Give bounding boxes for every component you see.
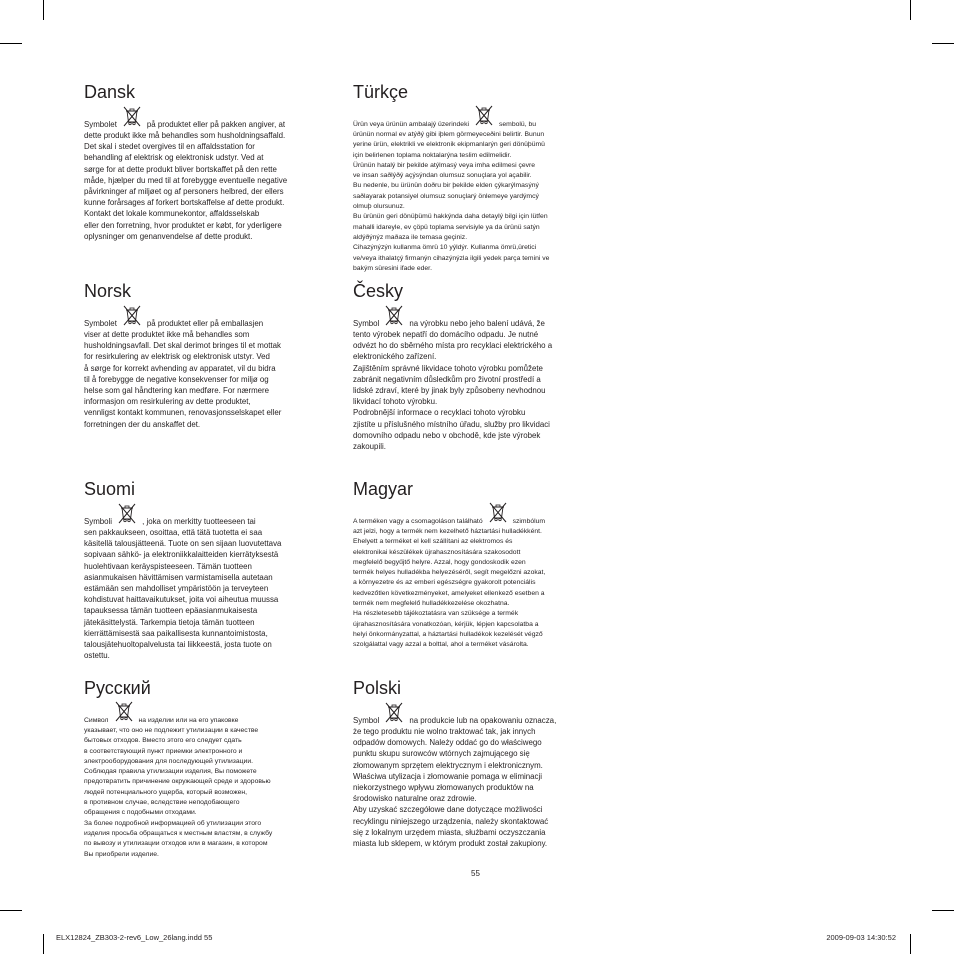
body-line: miasta lub sklepem, w którym produkt został zakupiony.	[353, 839, 548, 849]
body-line: Podrobnější informace o recyklaci tohoto výrobku	[353, 408, 526, 418]
body-line: eller den forretning, hvor produktet er købt, for yderligere	[84, 220, 282, 230]
body-line: estämään sen mahdolliset ympäristöön ja terveyteen	[84, 584, 269, 594]
text-before-symbol: Symboli	[84, 516, 113, 526]
section-magyar	[353, 478, 605, 651]
body-line: szolgálattal vagy azzal a bolttal, ahol a terméket vásárolta.	[353, 641, 529, 649]
section-cesky	[353, 280, 605, 452]
body-line: kunne forårsages af forkert bortskaffelse af dette produkt.	[84, 198, 285, 208]
body-line: asianmukaisen hävittämisen varmistamisella autetaan	[84, 572, 273, 582]
section-norsk	[84, 280, 336, 430]
first-line	[353, 507, 605, 527]
body-line: påvirkninger af miljøet og af personers helbred, der ellers	[84, 187, 284, 197]
body-line: sopivaan sähkö- ja elektroniikkalaitteiden kierrätyksestä	[84, 550, 279, 560]
body-line: lidské zdraví, které by jinak byly způsobeny nevhodnou	[353, 386, 546, 396]
body-line: niekorzystnego wpływu złomowanych produktów na	[353, 783, 534, 793]
body-line: olmuþ olursunuz.	[353, 203, 405, 211]
body-line: å sørge for korrekt avhending av apparatet, vil du bidra	[84, 363, 276, 373]
body-line: изделия просьба обращаться к местным властям, в службу	[84, 829, 273, 837]
crossed-bin-icon	[487, 501, 509, 527]
body-line: aldýðýnýz maðaza ile temasa geçiniz.	[353, 233, 468, 241]
body-line: Bu ürünün geri dönüþümü hakkýnda daha detaylý bilgi için lütfen	[353, 213, 548, 221]
text-before-symbol: Символ	[84, 716, 109, 724]
body-line: tapauksessa tämän tuotteen epäasianmukaisesta	[84, 606, 258, 616]
crossed-bin-icon	[121, 304, 143, 329]
text-after-symbol: на изделии или на его упаковке	[138, 716, 239, 724]
section-body	[84, 309, 336, 430]
first-line	[84, 706, 336, 726]
body-line: termék helyes hulladékba helyezéséről, segít megelőzni azokat,	[353, 569, 546, 577]
text-before-symbol: A terméken vagy a csomagoláson található	[353, 517, 483, 525]
section-body	[84, 110, 336, 242]
crop-mark	[43, 934, 44, 954]
section-suomi	[84, 478, 336, 661]
first-line	[84, 110, 336, 130]
footer-timestamp: 2009-09-03 14:30:52	[826, 933, 896, 942]
body-line: likvidací tohoto výrobku.	[353, 397, 438, 407]
body-line: til å forebygge de negative konsekvenser for miljø og	[84, 374, 269, 384]
body-line: бытовых отходов. Вместо этого его следует сдать	[84, 737, 242, 745]
body-line: ostettu.	[84, 651, 110, 661]
crossed-bin-icon	[383, 304, 405, 329]
body-line: odvézt ho do sběrného místa pro recyklaci elektrického a	[353, 341, 553, 351]
section-polski	[353, 677, 605, 849]
section-body	[353, 706, 605, 849]
crop-mark	[932, 910, 954, 911]
first-line	[353, 706, 605, 726]
body-line: helse som gal håndtering kan medføre. For nærmere	[84, 386, 270, 396]
body-line: sen pakkaukseen, osoittaa, että tätä tuotetta ei saa	[84, 528, 263, 537]
section-body	[353, 507, 605, 651]
crossed-bin-icon	[113, 700, 135, 726]
body-line: oplysninger om genanvendelse af dette produkt.	[84, 231, 253, 241]
body-line: że tego produktu nie wolno traktować tak, jak innych	[353, 727, 536, 736]
section-title: Русский	[84, 678, 151, 698]
body-line: обращения с подобными отходами.	[84, 809, 197, 817]
body-line: domovního odpadu nebo v obchodě, kde jste výrobek	[353, 430, 541, 440]
body-line: Kontakt det lokale kommunekontor, affaldsselskab	[84, 209, 260, 219]
body-line: viser at dette produktet ikke må behandles som	[84, 330, 250, 339]
body-line: электрооборудования для последующей утилизации.	[84, 757, 254, 765]
body-line: megfelelő begyűjtő helyre. Azzal, hogy gondoskodik ezen	[353, 558, 526, 566]
section-title: Dansk	[84, 82, 136, 102]
body-line: Zajištěním správné likvidace tohoto výrobku pomůžete	[353, 363, 543, 373]
body-line: предотвратить причинение окружающей среде и здоровью	[84, 778, 271, 786]
body-line: måde, hjælper du med til at forebygge eventuelle negative	[84, 175, 288, 185]
crossed-bin-icon	[116, 502, 138, 527]
body-line: по вывозу и утилизации отходов или в магазин, в котором	[84, 840, 268, 848]
body-line: helyi önkormányzattal, a háztartási hulladékok kezelését végző	[353, 630, 543, 638]
body-line: recyklingu niniejszego urządzenia, należy skontaktować	[353, 816, 549, 826]
body-line: kohdistuvat haittavaikutukset, joita voi aiheutua muussa	[84, 595, 279, 605]
body-line: się z lokalnym urzędem miasta, służbami oczyszczania	[353, 827, 546, 837]
text-before-symbol: Symbol	[353, 715, 380, 725]
body-line: Cihazýnýzýn kullanma ömrü 10 yýldýr. Kullanma ömrü,üretici	[353, 244, 537, 252]
text-before-symbol: Symbolet	[84, 119, 117, 129]
body-line: mahalli idareyle, ev çöpü toplama servisiyle ya da ürünü satýn	[353, 223, 540, 231]
crop-mark	[0, 43, 22, 44]
footer-file-info: ELX12824_ZB303-2-rev6_Low_26lang.indd 55	[56, 933, 213, 942]
body-line: käsitellä talousjätteenä. Tuote on sen sijaan luovutettava	[84, 539, 282, 549]
body-line: zjistíte u příslušného místního úřadu, služby pro likvidaci	[353, 419, 550, 429]
body-line: termék nem megfelelő hulladékkezelése okozhatna.	[353, 600, 510, 608]
text-after-symbol: na výrobku nebo jeho balení udává, že	[409, 318, 545, 328]
body-line: zabránit negativním důsledkům pro životní prostředí a	[353, 374, 541, 384]
section-title: Suomi	[84, 479, 136, 499]
body-line: в соответствующий пункт приемки электронного и	[84, 747, 243, 755]
body-line: Aby uzyskać szczegółowe dane dotyczące możliwości	[353, 805, 543, 815]
section-body	[353, 309, 605, 452]
text-before-symbol: Symbol	[353, 318, 380, 328]
body-line: vennligst kontakt kommunen, renovasjonsselskapet eller	[84, 408, 282, 418]
body-line: için belirlenen toplama noktalarýna teslim edilmelidir.	[353, 151, 512, 159]
body-line: odpadów domowych. Należy oddać go do właściwego	[353, 738, 542, 748]
body-line: kedvezőtlen következményeket, amelyeket ellenkező esetben a	[353, 589, 545, 597]
section-body	[353, 110, 605, 274]
text-after-symbol: szimbólum	[512, 517, 546, 525]
section-turkce	[353, 81, 605, 274]
body-line: ürünün normal ev atýðý gibi iþlem görmeyeceðini belirtir. Bunun	[353, 131, 545, 138]
body-line: huolehtivaan keräyspisteeseen. Tämän tuotteen	[84, 561, 252, 571]
section-body	[84, 507, 336, 661]
section-russian	[84, 677, 336, 860]
section-title: Polski	[353, 678, 402, 698]
body-line: Ha részletesebb tájékoztatásra van szüksége a termék	[353, 610, 519, 618]
first-line	[353, 309, 605, 329]
body-line: Det skal i stedet overgives til en affaldsstation for	[84, 142, 255, 152]
body-line: punktu skupu surowców wtórnych zajmującego się	[353, 749, 530, 759]
body-line: Bu nedenle, bu ürünün doðru bir þekilde elden çýkarýlmasýný	[353, 182, 539, 190]
body-line: Соблюдая правила утилизации изделия, Вы поможете	[84, 768, 257, 776]
first-line	[353, 110, 605, 130]
body-line: talousjätehuoltopalvelusta tai liikkeestä, josta tuote on	[84, 640, 272, 650]
body-line: людей потенциального ущерба, который возможен,	[84, 788, 248, 796]
crossed-bin-icon	[383, 701, 405, 726]
text-after-symbol: , joka on merkitty tuotteeseen tai	[142, 516, 256, 526]
body-line: a környezetre és az emberi egészségre gyakorolt potenciális	[353, 579, 536, 587]
section-title: Magyar	[353, 479, 414, 499]
body-line: jätekäsittelystä. Tarkempia tietoja tämän tuotteen	[84, 617, 255, 627]
body-line: sørge for at dette produkt bliver bortskaffet på den rette	[84, 164, 277, 174]
body-line: dette produkt ikke må behandles som husholdningsaffald.	[84, 131, 286, 140]
body-line: elektronického zařízení.	[353, 352, 437, 362]
body-line: husholdningsavfall. Det skal derimot bringes til et mottak	[84, 341, 281, 351]
text-after-symbol: na produkcie lub na opakowaniu oznacza,	[409, 715, 557, 725]
crossed-bin-icon	[473, 104, 495, 130]
body-line: újrahasznosítására vonatkozóan, kérjük, lépjen kapcsolatba a	[353, 620, 539, 628]
body-line: Ehelyett a terméket el kell szállítani az elektromos és	[353, 538, 513, 546]
page-number: 55	[471, 869, 480, 878]
section-title: Norsk	[84, 281, 132, 301]
body-line: zakoupili.	[353, 442, 386, 452]
crop-mark	[910, 0, 911, 20]
body-line: ve insan saðlýðý açýsýndan olumsuz sonuçlara yol açabilir.	[353, 172, 532, 180]
body-line: behandling af elektrisk og elektronisk udstyr. Ved at	[84, 153, 264, 163]
section-title: Türkçe	[353, 82, 409, 102]
crop-mark	[932, 43, 954, 44]
body-line: Вы приобрели изделие.	[84, 850, 159, 858]
section-dansk	[84, 81, 336, 242]
body-line: złomowanym sprzętem elektrycznym i elektronicznym.	[353, 760, 543, 770]
body-line: yerine ürün, elektrikli ve elektronik ekipmanlarýn geri dönüþümü	[353, 141, 545, 149]
body-line: указывает, что оно не подлежит утилизации в качестве	[84, 727, 259, 734]
body-line: for resirkulering av elektrisk og elektronisk utstyr. Ved	[84, 352, 270, 362]
body-line: в противном случае, вследствие неподобающего	[84, 799, 240, 807]
first-line	[84, 309, 336, 329]
body-line: Ürünün hatalý bir þekilde atýlmasý veya imha edilmesi çevre	[353, 161, 536, 169]
body-line: azt jelzi, hogy a termék nem kezelhető háztartási hulladékként.	[353, 528, 542, 535]
text-after-symbol: på produktet eller på pakken angiver, at	[146, 119, 286, 129]
body-line: środowisko naturalne oraz zdrowie.	[353, 794, 477, 804]
crop-mark	[0, 910, 22, 911]
body-line: saðlayarak potansiyel olumsuz sonuçlarý önlemeye yardýmcý	[353, 192, 539, 200]
text-before-symbol: Symbolet	[84, 318, 117, 328]
crossed-bin-icon	[121, 105, 143, 130]
section-title: Česky	[353, 281, 404, 301]
first-line	[84, 507, 336, 527]
crop-mark	[43, 0, 44, 20]
body-line: За более подробной информацией об утилизации этого	[84, 819, 262, 827]
body-line: ve/veya ithalatçý firmanýn cihazýnýzla ilgili yedek parça temini ve	[353, 254, 550, 262]
body-line: kierrättämisestä saa paikallisesta kunnantoimistosta,	[84, 628, 268, 638]
body-line: Właściwa utylizacja i złomowanie pomaga w eliminacji	[353, 771, 543, 781]
text-after-symbol: sembolü, bu	[499, 120, 537, 128]
text-before-symbol: Ürün veya ürünün ambalajý üzerindeki	[353, 120, 469, 128]
body-line: informasjon om resirkulering av dette produktet,	[84, 397, 251, 407]
crop-mark	[910, 934, 911, 954]
body-line: tento výrobek nepatří do domácího odpadu. Je nutné	[353, 330, 539, 339]
section-body	[84, 706, 336, 860]
body-line: elektronikai készülékek újrahasznosítására szakosodott	[353, 548, 521, 556]
text-after-symbol: på produktet eller på emballasjen	[146, 318, 264, 328]
body-line: forretningen der du anskaffet det.	[84, 419, 201, 429]
body-line: bakým süresini ifade eder.	[353, 264, 432, 272]
